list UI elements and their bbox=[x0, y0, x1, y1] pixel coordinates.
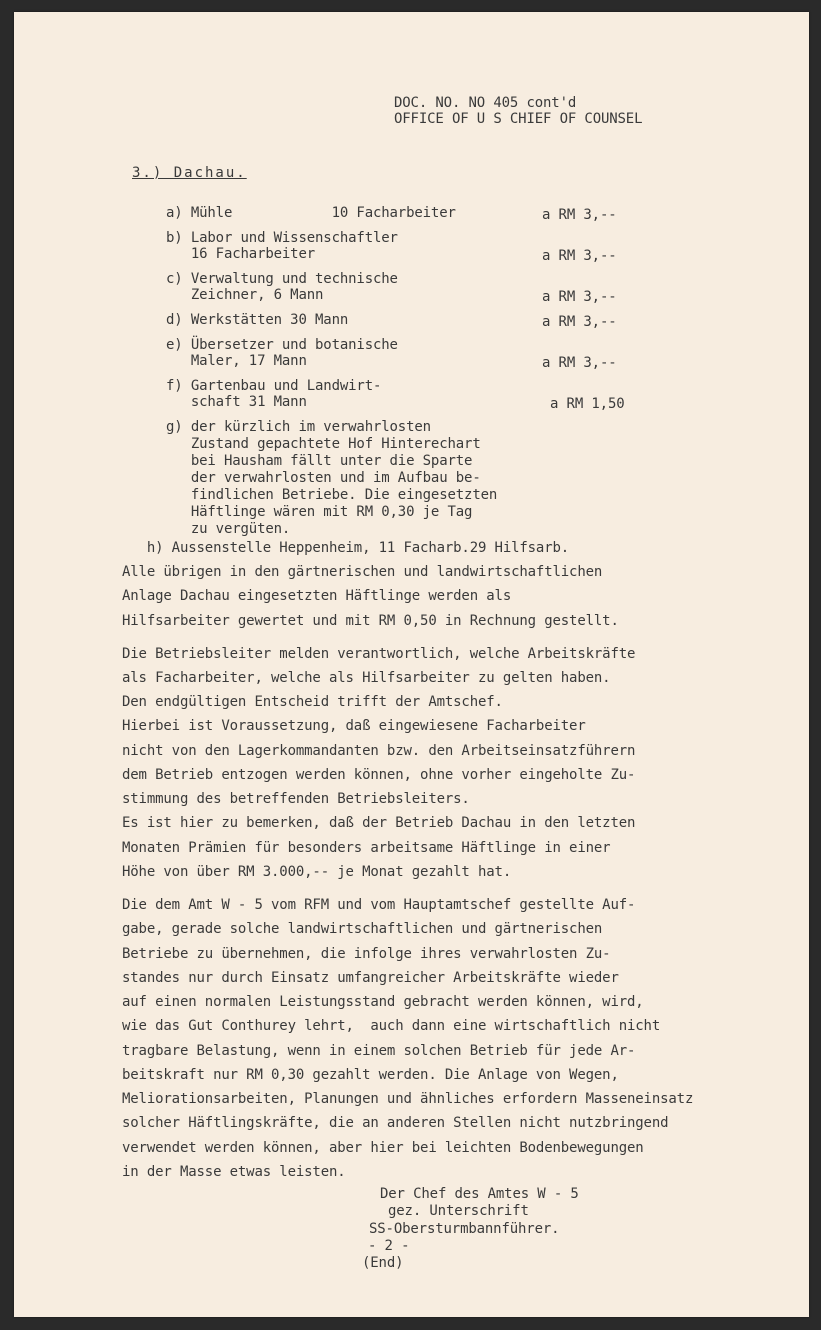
body-line: als Facharbeiter, welche als Hilfsarbeiter zu gelten haben. bbox=[122, 670, 611, 686]
item-g-line: g) der kürzlich im verwahrlosten bbox=[166, 419, 431, 435]
item-b-rate: a RM 3,-- bbox=[542, 248, 617, 264]
body-line: solcher Häftlingskräfte, die an anderen Stellen nicht nutzbringend bbox=[122, 1115, 669, 1131]
body-line: Es ist hier zu bemerken, daß der Betrieb Dachau in den letzten bbox=[122, 815, 636, 831]
item-c-line: c) Verwaltung und technische bbox=[166, 271, 398, 287]
body-line: tragbare Belastung, wenn in einem solchen Betrieb für jede Ar- bbox=[122, 1043, 636, 1059]
item-d-line: d) Werkstätten 30 Mann bbox=[166, 312, 349, 328]
signature-rank: SS-Obersturmbannführer. bbox=[369, 1221, 560, 1237]
body-line: Hilfsarbeiter gewertet und mit RM 0,50 in Rechnung gestellt. bbox=[122, 613, 619, 629]
end-mark: (End) bbox=[362, 1255, 404, 1271]
body-line: nicht von den Lagerkommandanten bzw. den Arbeitseinsatzführern bbox=[122, 743, 636, 759]
item-g-line: Zustand gepachtete Hof Hinterechart bbox=[166, 436, 481, 452]
page-number: - 2 - bbox=[368, 1238, 410, 1254]
body-line: Meliorationsarbeiten, Planungen und ähnliches erfordern Masseneinsatz bbox=[122, 1091, 694, 1107]
item-a-rate: a RM 3,-- bbox=[542, 207, 617, 223]
body-line: Den endgültigen Entscheid trifft der Amtschef. bbox=[122, 694, 503, 710]
item-d-rate: a RM 3,-- bbox=[542, 314, 617, 330]
body-line: Anlage Dachau eingesetzten Häftlinge werden als bbox=[122, 588, 512, 604]
item-g-line: findlichen Betriebe. Die eingesetzten bbox=[166, 487, 498, 503]
item-c-rate: a RM 3,-- bbox=[542, 289, 617, 305]
body-line: stimmung des betreffenden Betriebsleiters. bbox=[122, 791, 470, 807]
body-line: Betriebe zu übernehmen, die infolge ihres verwahrlosten Zu- bbox=[122, 946, 611, 962]
body-line: Hierbei ist Voraussetzung, daß eingewiesene Facharbeiter bbox=[122, 718, 586, 734]
document-page bbox=[14, 12, 809, 1317]
body-line: beitskraft nur RM 0,30 gezahlt werden. Die Anlage von Wegen, bbox=[122, 1067, 619, 1083]
item-g-line: bei Hausham fällt unter die Sparte bbox=[166, 453, 473, 469]
body-line: auf einen normalen Leistungsstand gebracht werden können, wird, bbox=[122, 994, 644, 1010]
body-line: verwendet werden können, aber hier bei leichten Bodenbewegungen bbox=[122, 1140, 644, 1156]
item-g-line: zu vergüten. bbox=[166, 521, 291, 537]
body-line: in der Masse etwas leisten. bbox=[122, 1164, 346, 1180]
item-e-line: e) Übersetzer und botanische bbox=[166, 337, 398, 353]
body-line: standes nur durch Einsatz umfangreicher Arbeitskräfte wieder bbox=[122, 970, 619, 986]
body-line: dem Betrieb entzogen werden können, ohne vorher eingeholte Zu- bbox=[122, 767, 636, 783]
item-g-line: Häftlinge wären mit RM 0,30 je Tag bbox=[166, 504, 473, 520]
body-line: gabe, gerade solche landwirtschaftlichen und gärtnerischen bbox=[122, 921, 603, 937]
body-line: Die Betriebsleiter melden verantwortlich, welche Arbeitskräfte bbox=[122, 646, 636, 662]
body-line: Höhe von über RM 3.000,-- je Monat gezahlt hat. bbox=[122, 864, 512, 880]
body-line: Alle übrigen in den gärtnerischen und landwirtschaftlichen bbox=[122, 564, 603, 580]
section-heading: 3.) Dachau. bbox=[132, 165, 247, 181]
item-g-line: der verwahrlosten und im Aufbau be- bbox=[166, 470, 481, 486]
item-b-line: 16 Facharbeiter bbox=[166, 246, 316, 262]
item-b-line: b) Labor und Wissenschaftler bbox=[166, 230, 398, 246]
body-line: wie das Gut Conthurey lehrt, auch dann eine wirtschaftlich nicht bbox=[122, 1018, 661, 1034]
item-c-line: Zeichner, 6 Mann bbox=[166, 287, 324, 303]
signature-line: gez. Unterschrift bbox=[388, 1203, 529, 1219]
item-f-rate: a RM 1,50 bbox=[550, 396, 625, 412]
item-f-line: schaft 31 Mann bbox=[166, 394, 307, 410]
document-number-header: DOC. NO. NO 405 cont'd bbox=[394, 95, 577, 111]
body-line: Die dem Amt W - 5 vom RFM und vom Hauptamtschef gestellte Auf- bbox=[122, 897, 636, 913]
office-header: OFFICE OF U S CHIEF OF COUNSEL bbox=[394, 111, 643, 127]
item-a-line: a) Mühle 10 Facharbeiter bbox=[166, 205, 456, 221]
signature-title: Der Chef des Amtes W - 5 bbox=[380, 1186, 579, 1202]
body-line: h) Aussenstelle Heppenheim, 11 Facharb.29 Hilfsarb. bbox=[122, 540, 570, 556]
item-e-rate: a RM 3,-- bbox=[542, 355, 617, 371]
body-line: Monaten Prämien für besonders arbeitsame Häftlinge in einer bbox=[122, 840, 611, 856]
item-f-line: f) Gartenbau und Landwirt- bbox=[166, 378, 382, 394]
item-e-line: Maler, 17 Mann bbox=[166, 353, 307, 369]
